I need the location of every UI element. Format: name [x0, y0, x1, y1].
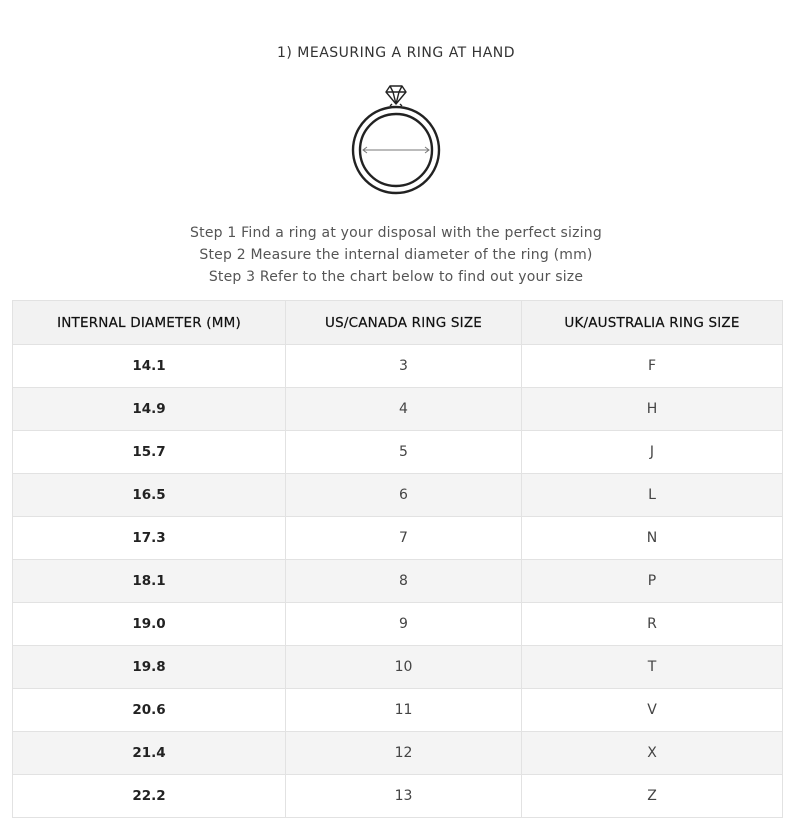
us-size-cell: 3 — [286, 345, 522, 388]
diameter-cell: 16.5 — [13, 474, 286, 517]
header-us-canada-size: US/CANADA RING SIZE — [286, 301, 522, 345]
step-1: Step 1 Find a ring at your disposal with the perfect sizing — [190, 225, 602, 241]
table-row — [13, 431, 783, 474]
us-size-cell: 10 — [286, 646, 522, 689]
diameter-cell: 21.4 — [13, 732, 286, 775]
diameter-cell: 19.0 — [13, 603, 286, 646]
uk-size-cell: J — [522, 431, 783, 474]
table-row — [13, 646, 783, 689]
diameter-cell: 22.2 — [13, 775, 286, 818]
ring-diameter-icon — [346, 80, 446, 198]
diameter-cell: 20.6 — [13, 689, 286, 732]
uk-size-cell: X — [522, 732, 783, 775]
us-size-cell: 13 — [286, 775, 522, 818]
table-row — [13, 517, 783, 560]
us-size-cell: 8 — [286, 560, 522, 603]
diameter-cell: 17.3 — [13, 517, 286, 560]
table-row — [13, 732, 783, 775]
uk-size-cell: R — [522, 603, 783, 646]
table-row — [13, 603, 783, 646]
us-size-cell: 5 — [286, 431, 522, 474]
uk-size-cell: P — [522, 560, 783, 603]
us-size-cell: 12 — [286, 732, 522, 775]
uk-size-cell: V — [522, 689, 783, 732]
table-row — [13, 474, 783, 517]
us-size-cell: 4 — [286, 388, 522, 431]
table-row — [13, 689, 783, 732]
diameter-cell: 18.1 — [13, 560, 286, 603]
uk-size-cell: T — [522, 646, 783, 689]
table-row — [13, 388, 783, 431]
us-size-cell: 6 — [286, 474, 522, 517]
uk-size-cell: L — [522, 474, 783, 517]
step-3: Step 3 Refer to the chart below to find out your size — [208, 269, 584, 285]
uk-size-cell: H — [522, 388, 783, 431]
table-header-row — [13, 301, 783, 345]
us-size-cell: 7 — [286, 517, 522, 560]
uk-size-cell: F — [522, 345, 783, 388]
step-2: Step 2 Measure the internal diameter of the ring (mm) — [199, 247, 593, 263]
diameter-cell: 14.1 — [13, 345, 286, 388]
ring-size-table — [12, 300, 783, 818]
table-row — [13, 345, 783, 388]
us-size-cell: 9 — [286, 603, 522, 646]
header-internal-diameter: INTERNAL DIAMETER (MM) — [13, 301, 286, 345]
table-row — [13, 560, 783, 603]
header-uk-australia-size: UK/AUSTRALIA RING SIZE — [522, 301, 783, 345]
diameter-cell: 19.8 — [13, 646, 286, 689]
diameter-cell: 15.7 — [13, 431, 286, 474]
page-title: 1) MEASURING A RING AT HAND — [276, 45, 516, 61]
us-size-cell: 11 — [286, 689, 522, 732]
uk-size-cell: Z — [522, 775, 783, 818]
table-row — [13, 775, 783, 818]
uk-size-cell: N — [522, 517, 783, 560]
instructions — [0, 222, 792, 288]
diameter-cell: 14.9 — [13, 388, 286, 431]
